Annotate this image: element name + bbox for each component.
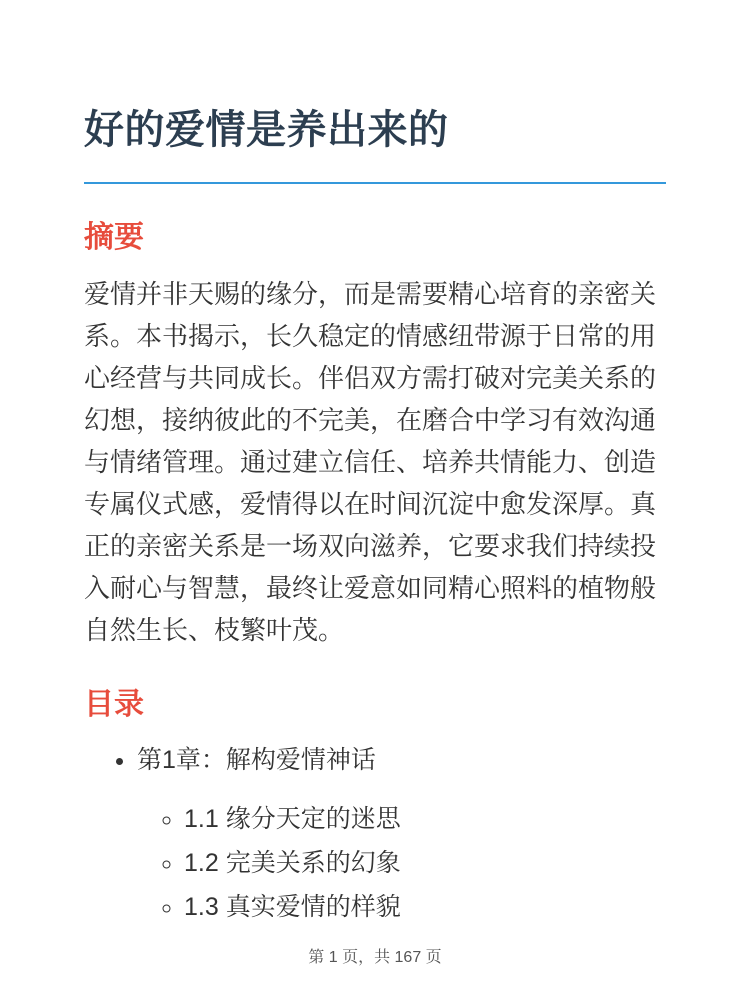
toc-chapter-label: 第1章：解构爱情神话 [137, 746, 376, 774]
toc-list [84, 739, 666, 928]
abstract-paragraph: 爱情并非天赐的缘分，而是需要精心培育的亲密关系。本书揭示，长久稳定的情感纽带源于日常的用心经营与共同成长。伴侣双方需打破对完美关系的幻想，接纳彼此的不完美，在磨合中学习有效沟通与情绪管理。通过建立信任、培养共情能力、创造专属仪式感，爱情得以在时间沉淀中愈发深厚。真正的亲密关系是一场双向滋养，它要求我们持续投入耐心与智慧，最终让爱意如同精心照料的植物般自然生长、枝繁叶茂。 [84, 279, 657, 645]
toc-heading: 目录 [84, 688, 144, 721]
page-number-label: 第 1 页，共 167 页 [308, 949, 442, 966]
toc-chapter-item [137, 739, 666, 928]
toc-sublist [137, 798, 666, 928]
abstract-heading: 摘要 [84, 221, 144, 254]
page-title: 好的爱情是养出来的 [84, 104, 666, 184]
toc-sub-item: ◦ 1.1 缘分天定的迷思 [184, 798, 666, 840]
toc-sub-item: ◦ 1.3 真实爱情的样貌 [184, 886, 666, 928]
toc-sub-item: ◦ 1.2 完美关系的幻象 [184, 842, 666, 884]
